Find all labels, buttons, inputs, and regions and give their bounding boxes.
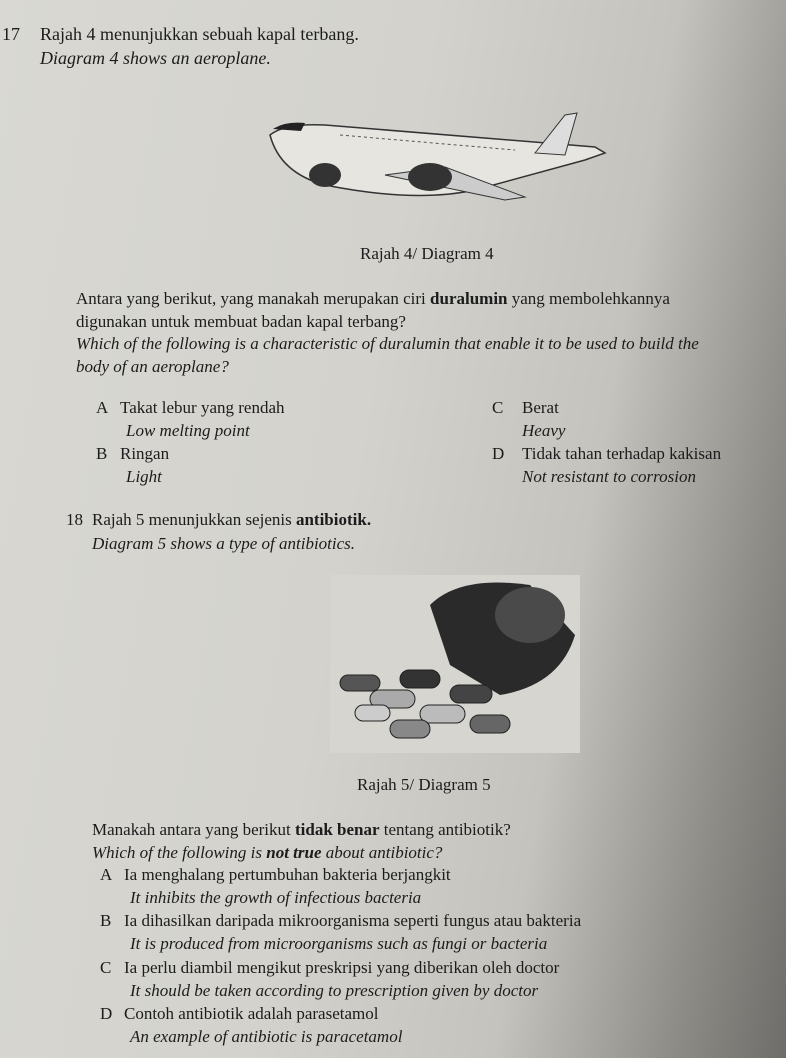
question-ms	[92, 820, 511, 840]
question-number: 18	[66, 510, 83, 529]
option-c-en: Heavy	[522, 421, 566, 440]
question-number: 17	[2, 24, 20, 44]
text: Manakah antara yang berikut	[92, 820, 295, 839]
option-a-ms: Ia menghalang pertumbuhan bakteria berjangkit	[124, 865, 451, 884]
option-b-en: Light	[126, 467, 162, 486]
option-b-ms: Ia dihasilkan daripada mikroorganisma seperti fungus atau bakteria	[124, 911, 582, 930]
option-c-ms: Berat	[522, 398, 559, 417]
text-bold: duralumin	[430, 289, 508, 308]
option-d-en: Not resistant to corrosion	[522, 467, 696, 486]
text: Rajah 5 menunjukkan sejenis	[92, 510, 296, 529]
option-c-en: It should be taken according to prescription given by doctor	[130, 981, 539, 1000]
diagram-4-caption: Rajah 4/ Diagram 4	[360, 244, 494, 263]
option-a-letter: A	[96, 398, 109, 417]
option-a-ms: Takat lebur yang rendah	[120, 398, 285, 417]
option-a-letter: A	[100, 865, 113, 884]
diagram-5-caption: Rajah 5/ Diagram 5	[357, 775, 491, 794]
question-en-line2: body of an aeroplane?	[76, 357, 229, 376]
option-c-ms: Ia perlu diambil mengikut preskripsi yang diberikan oleh doctor	[124, 958, 560, 977]
option-b-letter: B	[96, 444, 108, 463]
stem-en: Diagram 4 shows an aeroplane.	[40, 48, 271, 68]
option-b-en: It is produced from microorganisms such as fungi or bacteria	[130, 934, 548, 953]
text-bold: antibiotik.	[295, 510, 372, 529]
stem-ms	[92, 510, 371, 530]
text-bold: not true	[266, 843, 322, 862]
text: tentang antibiotik?	[379, 820, 511, 839]
option-a-en: Low melting point	[126, 421, 250, 440]
option-b-letter: B	[100, 911, 112, 930]
option-b-ms: Ringan	[120, 444, 170, 463]
option-d-ms: Tidak tahan terhadap kakisan	[522, 444, 722, 463]
stem-en: Diagram 5 shows a type of antibiotics.	[92, 534, 356, 553]
question-en	[92, 843, 442, 863]
text: Antara yang berikut, yang manakah merupakan ciri	[76, 289, 431, 308]
antibiotics-image	[330, 575, 580, 753]
option-d-letter: D	[492, 444, 505, 463]
text: yang membolehkannya	[507, 289, 670, 308]
stem-ms: Rajah 4 menunjukkan sebuah kapal terbang.	[40, 24, 359, 44]
question-ms-line1	[76, 289, 670, 309]
question-ms-line2: digunakan untuk membuat badan kapal terbang?	[76, 312, 406, 331]
option-c-letter: C	[100, 958, 112, 977]
text-bold: tidak benar	[294, 820, 380, 839]
option-a-en: It inhibits the growth of infectious bacteria	[130, 888, 422, 907]
option-d-en: An example of antibiotic is paracetamol	[130, 1027, 403, 1046]
option-d-letter: D	[100, 1004, 113, 1023]
option-c-letter: C	[492, 398, 504, 417]
aeroplane-image	[265, 105, 615, 210]
text: about antibiotic?	[321, 843, 443, 862]
question-en-line1: Which of the following is a characteristic of duralumin that enable it to be used to build the	[76, 334, 699, 353]
option-d-ms: Contoh antibiotik adalah parasetamol	[124, 1004, 379, 1023]
text: Which of the following is	[92, 843, 267, 862]
